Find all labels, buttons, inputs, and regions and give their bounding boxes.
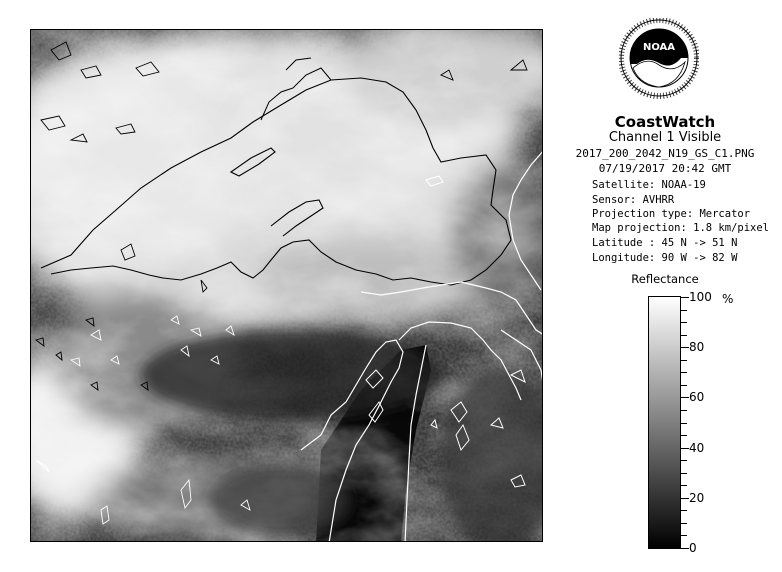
legend-unit: %: [722, 292, 734, 306]
colorbar-tick: [681, 410, 687, 411]
colorbar-tick: [681, 423, 687, 424]
colorbar-tick: [681, 322, 687, 323]
sensor-label: Sensor: AVHRR: [592, 194, 675, 206]
noaa-logo-text: NOAA: [642, 42, 676, 53]
colorbar-tick-label: 20: [689, 490, 705, 505]
colorbar-tick: [681, 385, 687, 386]
longitude-label: Longitude: 90 W -> 82 W: [592, 252, 738, 264]
app-title: CoastWatch: [614, 113, 716, 131]
channel-subtitle: Channel 1 Visible: [608, 130, 722, 145]
colorbar-tick-label: 60: [689, 390, 705, 405]
legend-title: Reflectance: [631, 272, 699, 286]
colorbar-tick: [681, 397, 689, 398]
colorbar-tick: [681, 535, 687, 536]
colorbar-tick: [681, 297, 689, 298]
noaa-logo: [619, 18, 699, 106]
colorbar-tick: [681, 335, 687, 336]
colorbar-tick: [681, 435, 687, 436]
colorbar-tick: [681, 460, 687, 461]
colorbar-tick: [681, 360, 687, 361]
colorbar-tick: [681, 548, 689, 549]
colorbar-tick: [681, 473, 687, 474]
colorbar-tick: [681, 372, 687, 373]
colorbar-tick: [681, 347, 689, 348]
colorbar-tick: [681, 523, 687, 524]
filename-label: 2017_200_2042_N19_GS_C1.PNG: [575, 147, 755, 160]
map-projection-label: Map projection: 1.8 km/pixel: [592, 222, 770, 234]
reflectance-colorbar: [648, 296, 681, 549]
colorbar-tick-label: 0: [689, 541, 697, 555]
map-svg: [31, 30, 543, 542]
colorbar-tick: [681, 448, 689, 449]
colorbar-tick: [681, 510, 687, 511]
colorbar-tick-label: 100: [689, 290, 712, 304]
colorbar-tick: [681, 498, 689, 499]
colorbar-tick: [681, 485, 687, 486]
colorbar-tick-label: 80: [689, 340, 705, 355]
datetime-label: 07/19/2017 20:42 GMT: [598, 162, 732, 175]
latitude-label: Latitude : 45 N -> 51 N: [592, 237, 738, 249]
projection-type-label: Projection type: Mercator: [592, 208, 751, 220]
satellite-label: Satellite: NOAA-19: [592, 179, 706, 191]
colorbar-tick-label: 40: [689, 440, 705, 455]
colorbar-tick: [681, 310, 687, 311]
satellite-image: [30, 29, 543, 542]
